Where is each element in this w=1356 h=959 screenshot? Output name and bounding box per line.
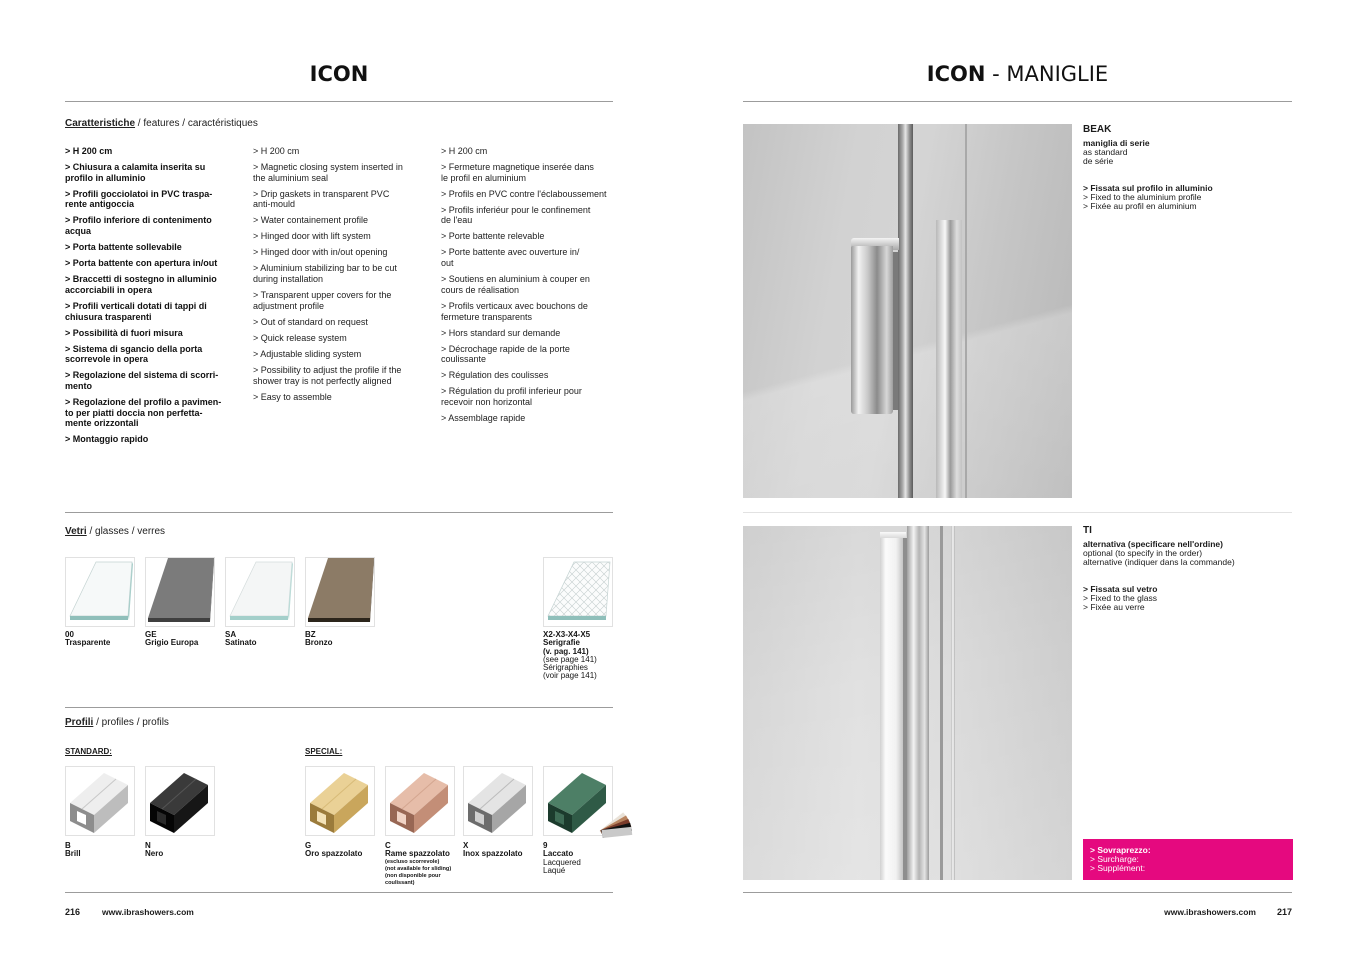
glass-code: X2-X3-X4-X5 (543, 630, 591, 639)
feature-item: > Drip gaskets in transparent PVC anti-mould (253, 188, 390, 210)
glass-label-serigraphy (543, 631, 597, 681)
glass-note: (see page 141) Sérigraphies (voir page 141) (543, 654, 597, 681)
ti-handle-photo (743, 526, 1072, 880)
profile-name: Inox spazzolato (463, 849, 523, 859)
profile-name: Oro spazzolato (305, 849, 363, 859)
profile-name: Nero (145, 849, 164, 859)
handle-mount-it: > Fissata sul profilo in alluminio (1083, 182, 1213, 193)
glass-label-grey (145, 631, 198, 648)
profile-label-inox (463, 842, 523, 859)
glass-edge-line (965, 124, 967, 498)
feature-item: > Regolazione del sistema di scorri- mento (65, 370, 219, 391)
handle-name: TI (1083, 525, 1092, 536)
profile-note: Lacquered Laqué (543, 857, 581, 875)
profile-label-brill (65, 842, 81, 859)
glass-name: Grigio Europa (145, 638, 199, 648)
feature-item: > Magnetic closing system inserted in the aluminium seal (253, 162, 403, 183)
handle-mount-it: > Fissata sul vetro (1083, 583, 1158, 594)
surcharge-badge (1083, 839, 1293, 880)
surcharge-other: > Surcharge: > Supplément: (1090, 853, 1146, 873)
handle-bar (851, 246, 893, 414)
feature-item: > Chiusura a calamita inserita su profilo in alluminio (65, 162, 206, 183)
profile-label-copper (385, 842, 451, 887)
feature-item: > Aluminium stabilizing bar to be cut during installation (253, 263, 397, 285)
features-heading-rest: / features / caractéristiques (135, 118, 258, 129)
feature-item: > Regolazione del profilo a pavimen- to per piatti doccia non perfetta- mente orizzontali (65, 396, 222, 429)
feature-item: > Hors standard sur demande (441, 327, 561, 338)
page-number: 217 (1276, 907, 1292, 917)
glass-swatch-bronze (305, 557, 375, 627)
glass-code: SA (225, 630, 237, 639)
glass-edge-line (940, 526, 943, 880)
handle-type-it: alternativa (specificare nell'ordine) (1083, 538, 1223, 549)
feature-item: > H 200 cm (253, 146, 300, 156)
features-heading-main: Caratteristiche (65, 118, 136, 129)
special-label: SPECIAL: (305, 747, 343, 756)
chrome-profile (907, 526, 929, 880)
feature-item: > Assemblage rapide (441, 412, 526, 423)
glass-edge-line (951, 526, 955, 880)
feature-item: > Hinged door with lift system (253, 231, 371, 242)
color-fan-icon (598, 796, 634, 840)
feature-item: > Montaggio rapido (65, 434, 149, 445)
page-number: 216 (65, 907, 81, 917)
handle-name: BEAK (1083, 124, 1112, 135)
glasses-heading (65, 526, 165, 538)
handles-divider (743, 512, 1292, 513)
title-text-rest: - MANIGLIE (985, 62, 1109, 86)
profile-label-black (145, 842, 163, 859)
handle-type-other: optional (to specify in the order) alternative (indiquer dans la commande) (1083, 547, 1235, 567)
profile-swatch-black (145, 766, 215, 836)
feature-item: > Porte battente relevable (441, 231, 545, 242)
glass-name: Bronzo (305, 638, 333, 648)
profiles-heading-main: Profili (65, 717, 94, 728)
glasses-heading-main: Vetri (65, 526, 87, 537)
features-list-italian (65, 146, 250, 450)
feature-item: > Profilo inferiore di contenimento acqua (65, 215, 212, 237)
chrome-strip (936, 220, 962, 498)
glass-label-clear (65, 631, 110, 648)
left-page-title (65, 59, 613, 89)
profile-swatch-copper (385, 766, 455, 836)
profiles-divider (65, 707, 613, 708)
glass-label-satin (225, 631, 257, 648)
title-divider (743, 101, 1292, 102)
glass-code: BZ (305, 630, 316, 639)
glass-code: GE (145, 630, 157, 639)
title-text-main: ICON (926, 62, 986, 86)
features-list-english (253, 146, 438, 408)
feature-item: > Profili gocciolatoi in PVC traspa- rente antigoccia (65, 188, 213, 210)
glasses-divider (65, 512, 613, 513)
beak-handle-photo (743, 124, 1072, 498)
profile-note: (escluso scorrevole) (not available for sliding) (non disponible pour coulissant) (385, 858, 452, 886)
footer-divider (743, 892, 1292, 893)
glass-swatch-satin (225, 557, 295, 627)
profile-swatch-inox (463, 766, 533, 836)
feature-item: > Water containement profile (253, 215, 368, 226)
profile-code: N (145, 841, 151, 850)
title-text: ICON (309, 62, 369, 86)
profile-code: 9 (543, 841, 548, 850)
left-footer (65, 907, 194, 917)
feature-item: > Profils verticaux avec bouchons de fermeture transparents (441, 300, 588, 322)
profile-code: C (385, 841, 391, 850)
feature-item: > H 200 cm (441, 146, 488, 156)
right-page-title (743, 59, 1292, 89)
handle-mount-other: > Fixed to the glass > Fixée au verre (1083, 592, 1157, 612)
glass-name: Satinato (225, 638, 257, 648)
beak-description (1083, 124, 1213, 211)
profile-code: G (305, 841, 312, 850)
feature-item: > Porta battente sollevabile (65, 242, 182, 253)
glass-label-bronze (305, 631, 333, 648)
title-divider (65, 101, 613, 102)
profile-name: Laccato (543, 849, 574, 859)
feature-item: > Porte battente avec ouverture in/ out (441, 247, 580, 269)
profile-swatch-brill (65, 766, 135, 836)
features-heading (65, 118, 258, 130)
feature-item: > Profils en PVC contre l'éclaboussement (441, 188, 607, 199)
feature-item: > Possibilità di fuori misura (65, 327, 183, 338)
profile-label-lacquered (543, 842, 581, 875)
feature-item: > Out of standard on request (253, 316, 368, 327)
right-footer (1164, 907, 1292, 917)
feature-item: > Sistema di sgancio della porta scorrevole in opera (65, 343, 203, 365)
glass-page-ref: (v. pag. 141) (543, 646, 589, 656)
handle-type-it: maniglia di serie (1083, 137, 1150, 148)
glass-code: 00 (65, 630, 74, 639)
feature-item: > Adjustable sliding system (253, 348, 362, 359)
surcharge-it: > Sovraprezzo: (1090, 844, 1151, 855)
feature-item: > Easy to assemble (253, 391, 332, 402)
handle-white-face (880, 538, 903, 880)
feature-item: > Braccetti di sostegno in alluminio accorciabili in opera (65, 274, 217, 295)
feature-item: > Soutiens en aluminium à couper en cours de réalisation (441, 274, 590, 295)
profile-swatch-gold (305, 766, 375, 836)
glass-name: Serigrafie (543, 638, 580, 648)
website-link[interactable]: www.ibrashowers.com (102, 907, 194, 917)
glasses-heading-rest: / glasses / verres (86, 526, 166, 537)
feature-item: > Profils inferiéur pour le confinement de l'eau (441, 204, 591, 226)
feature-item: > Fermeture magnetique inserée dans le profil en aluminium (441, 162, 594, 183)
feature-item: > Décrochage rapide de la porte coulissante (441, 343, 570, 365)
glass-swatch-grey (145, 557, 215, 627)
profile-name: Brill (65, 849, 81, 859)
feature-item: > Régulation des coulisses (441, 370, 549, 381)
profiles-heading-rest: / profiles / profils (93, 717, 169, 728)
glass-swatch-clear (65, 557, 135, 627)
footer-divider (65, 892, 613, 893)
glass-frame-profile (898, 124, 913, 498)
handle-type-other: as standard de série (1083, 146, 1128, 166)
features-list-french (441, 146, 626, 429)
feature-item: > Possibility to adjust the profile if the shower tray is not perfectly aligned (253, 364, 402, 386)
feature-item: > H 200 cm (65, 146, 113, 156)
standard-label: STANDARD: (65, 747, 112, 756)
handle-mount-other: > Fixed to the aluminium profile > Fixée au profil en aluminium (1083, 191, 1202, 211)
feature-item: > Transparent upper covers for the adjustment profile (253, 290, 392, 311)
ti-description (1083, 525, 1235, 612)
profile-label-gold (305, 842, 362, 859)
glass-swatch-serigraphy (543, 557, 613, 627)
website-link[interactable]: www.ibrashowers.com (1164, 907, 1256, 917)
profile-code: X (463, 841, 469, 850)
glass-name: Trasparente (65, 638, 111, 648)
feature-item: > Profili verticali dotati di tappi di chiusura trasparenti (65, 300, 207, 322)
feature-item: > Porta battente con apertura in/out (65, 258, 218, 269)
handle-shadow (893, 252, 898, 410)
feature-item: > Quick release system (253, 332, 347, 343)
profiles-heading (65, 717, 169, 729)
feature-item: > Hinged door with in/out opening (253, 247, 388, 258)
profile-name: Rame spazzolato (385, 849, 450, 859)
feature-item: > Régulation du profil inferieur pour recevoir non horizontal (441, 386, 582, 407)
profile-code: B (65, 841, 71, 850)
